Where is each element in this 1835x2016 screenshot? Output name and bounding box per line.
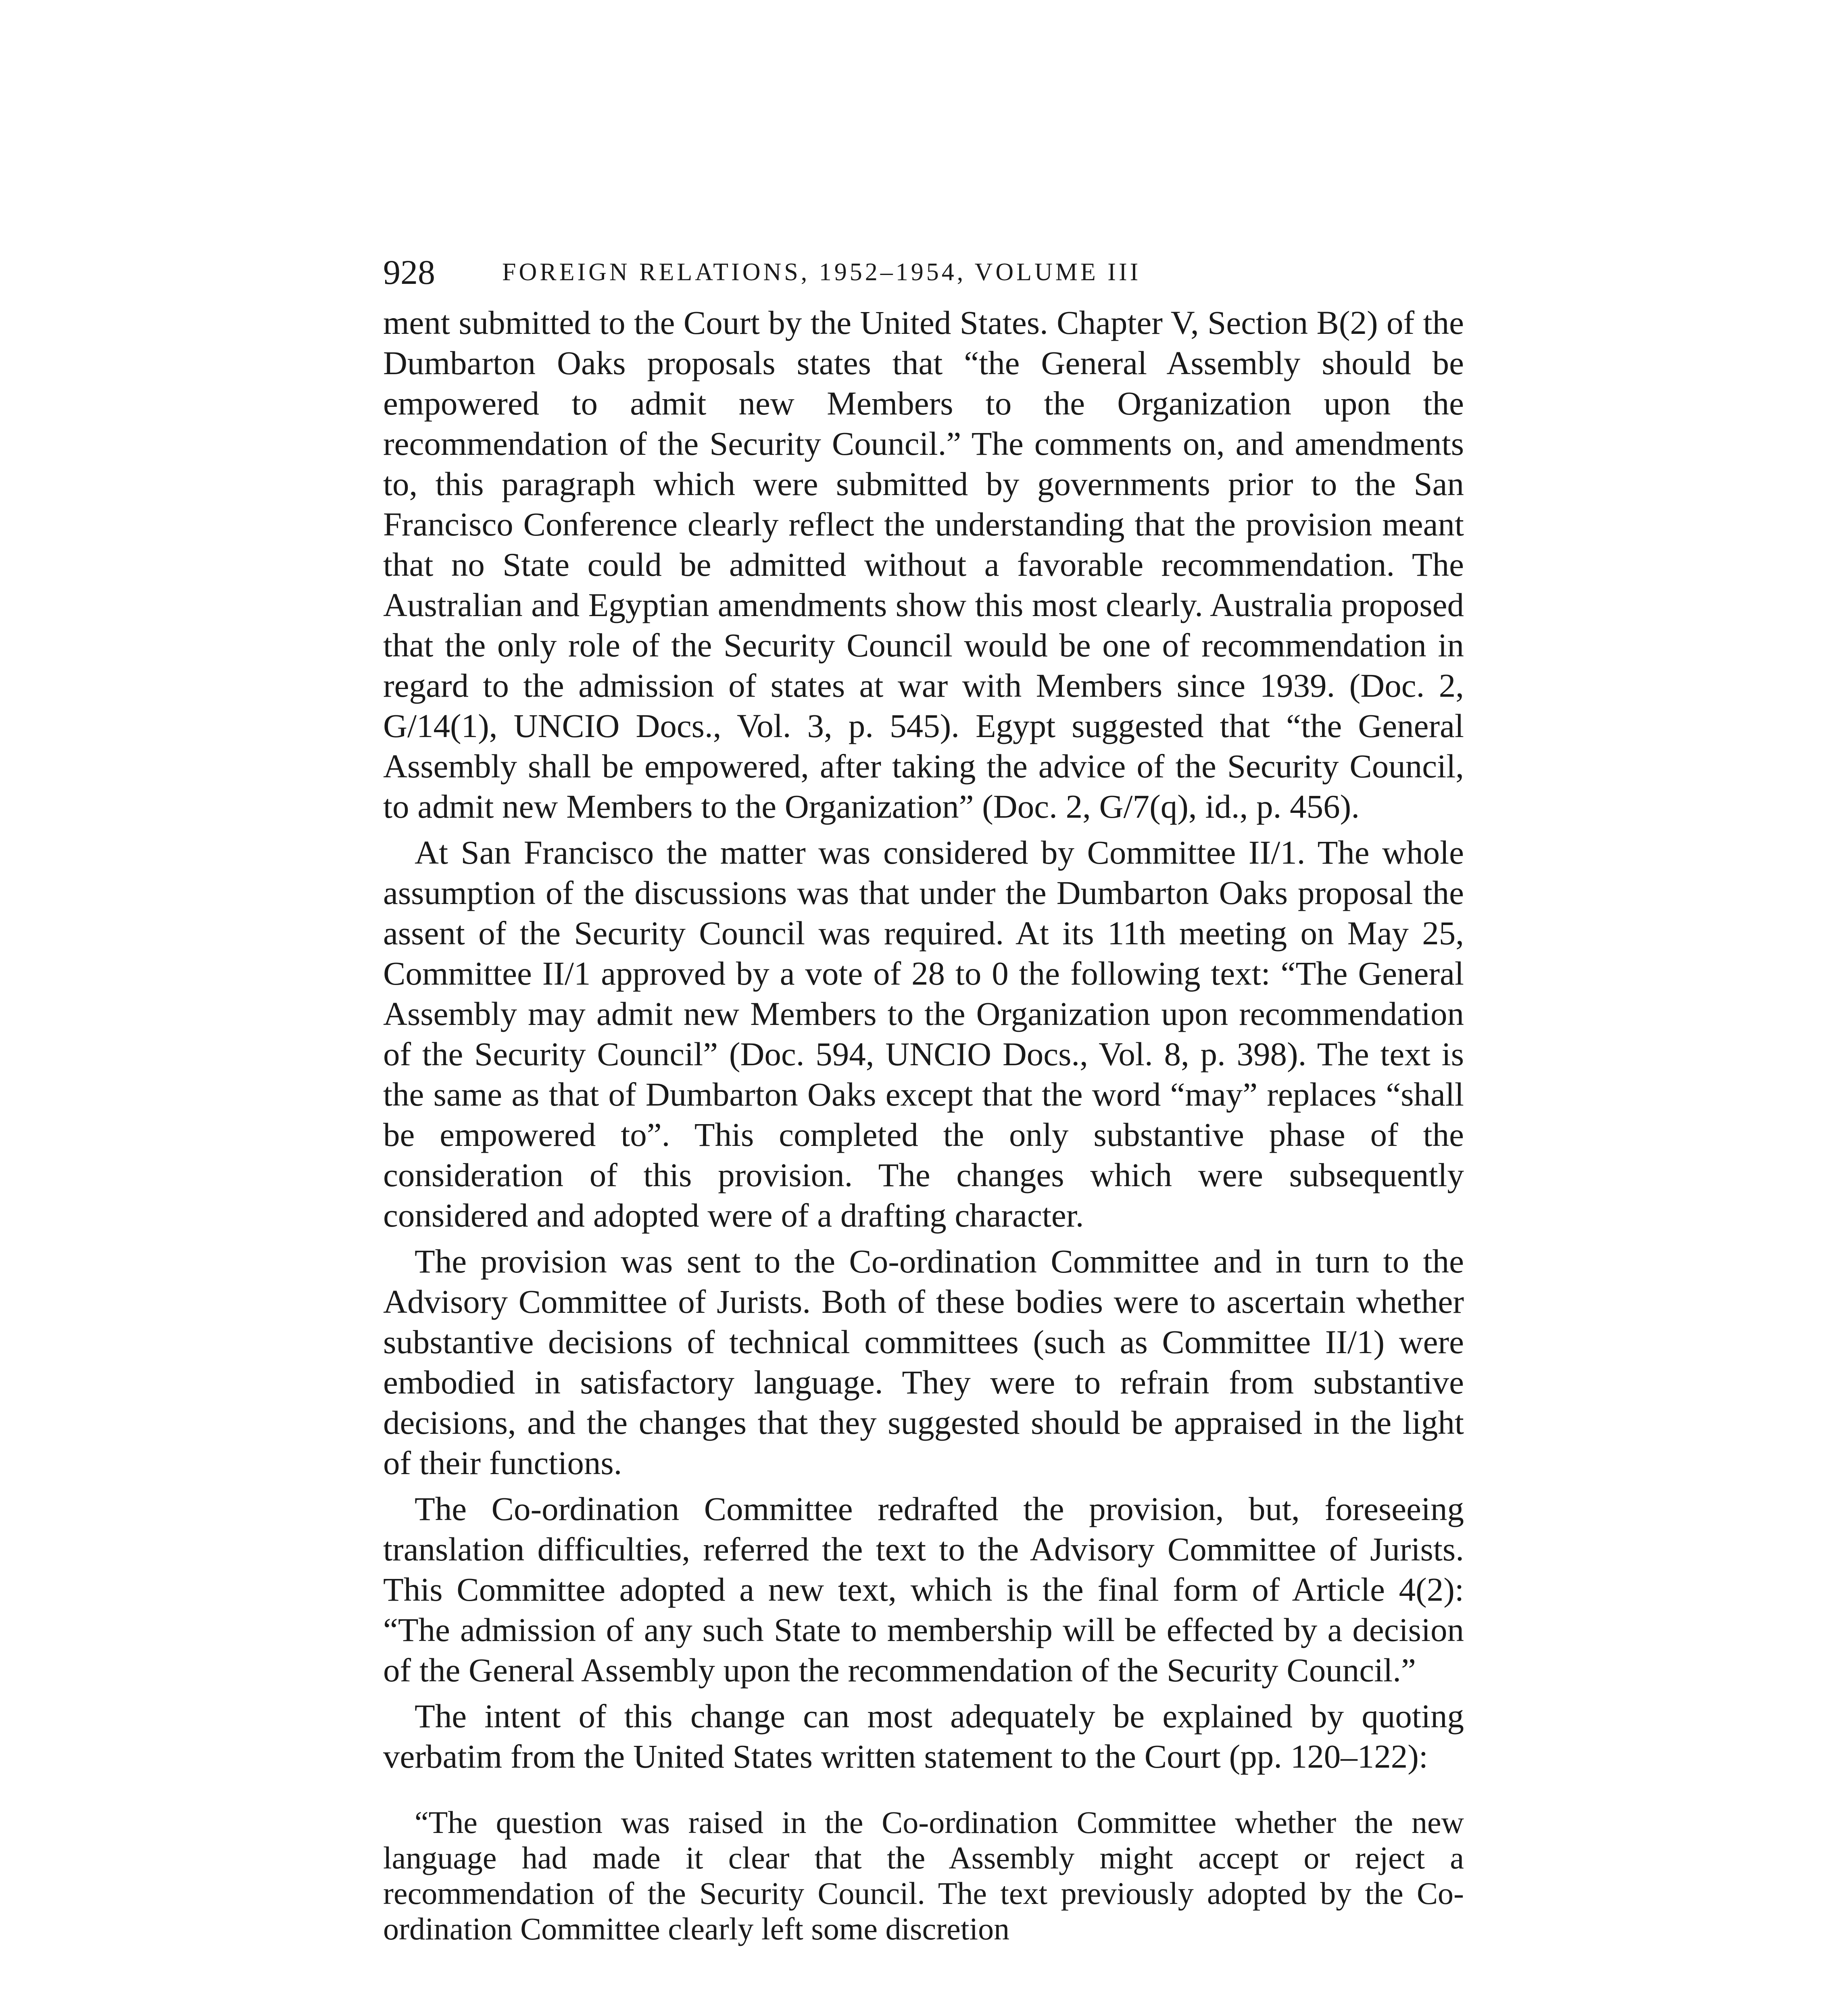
- block-quote: “The question was raised in the Co-ordination Committee whether the new language had made it clear that the Assembly might accept or reject a recommendation of the Security Council. The text previously adopted by the Co-ordination Committee clearly left some discretion: [383, 1805, 1464, 1946]
- paragraph-coordination: The provision was sent to the Co-ordination Committee and in turn to the Advisory Committee of Jurists. Both of these bodies were to ascertain whether substantive decisions of technical committees (such as Committee II/1) were embodied in satisfactory language. They were to refrain from substantive decisions, and the changes that they suggested should be appraised in the light of their functions.: [383, 1243, 1464, 1481]
- running-head: [383, 242, 1464, 302]
- paragraph-intent: The intent of this change can most adequately be explained by quoting verbatim from the United States written statement to the Court (pp. 120–122):: [383, 1697, 1464, 1775]
- paragraph-redraft: The Co-ordination Committee redrafted the provision, but, foreseeing translation difficulties, referred the text to the Advisory Committee of Jurists. This Committee adopted a new text, which is the final form of Article 4(2): “The admission of any such State to membership will be effected by a decision of the General Assembly upon the recommendation of the Security Council.”: [383, 1490, 1464, 1689]
- paragraph-san-francisco: At San Francisco the matter was considered by Committee II/1. The whole assumption of the discussions was that under the Dumbarton Oaks proposal the assent of the Security Council was required. At its 11th meeting on May 25, Committee II/1 approved by a vote of 28 to 0 the following text: “The General Assembly may admit new Members to the Organization upon recommendation of the Security Council” (Doc. 594, UNCIO Docs., Vol. 8, p. 398). The text is the same as that of Dumbarton Oaks except that the word “may” replaces “shall be empowered to”. This completed the only substantive phase of the consideration of this provision. The changes which were subsequently considered and adopted were of a drafting character.: [383, 834, 1464, 1234]
- page-number: 928: [383, 253, 435, 292]
- document-page: [383, 242, 1464, 1978]
- running-title: FOREIGN RELATIONS, 1952–1954, VOLUME III: [502, 258, 1141, 286]
- paragraph-continuation: ment submitted to the Court by the United States. Chapter V, Section B(2) of the Dumbarton Oaks proposals states that “the General Assembly should be empowered to admit new Members to the Organization upon the recommendation of the Security Council.” The comments on, and amendments to, this paragraph which were submitted by governments prior to the San Francisco Conference clearly reflect the understanding that the provision meant that no State could be admitted without a favorable recommendation. The Australian and Egyptian amendments show this most clearly. Australia proposed that the only role of the Security Council would be one of recommendation in regard to the admission of states at war with Members since 1939. (Doc. 2, G/14(1), UNCIO Docs., Vol. 3, p. 545). Egypt suggested that “the General Assembly shall be empowered, after taking the advice of the Security Council, to admit new Members to the Organization” (Doc. 2, G/7(q), id., p. 456).: [383, 304, 1464, 825]
